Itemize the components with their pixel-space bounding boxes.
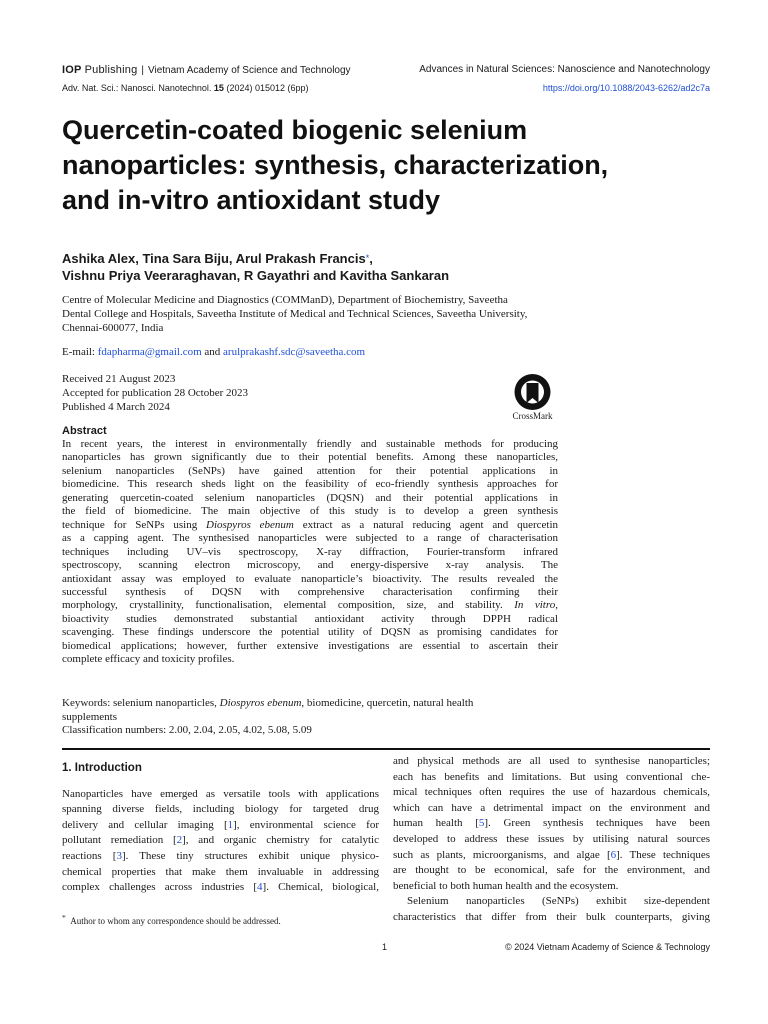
body-column-right: and physical methods are all used to synthesise nanoparticles; each has benefits and limitations. But using conventional che- mical techniques often requires the use of hazardous chemicals, which can have a detrimental impact on the environment and human health [5]. Green synthesis techniques have been developed to address these issues by utilising natural sources such as plants, microorganisms, and algae [6]. These techniques are thought to be economical, safe for the environment, and beneficial to both human health and the ecosystem. Selenium nanoparticles (SeNPs) exhibit size-dependent characteristics that differ from their bulk counterparts, giving: [393, 755, 710, 923]
journal-name: Advances in Natural Sciences: Nanoscience and Nanotechnology: [419, 64, 710, 75]
received-date: Received 21 August 2023: [62, 373, 176, 385]
copyright: © 2024 Vietnam Academy of Science & Technology: [505, 942, 710, 952]
crossmark-label: CrossMark: [512, 411, 553, 421]
crossmark-icon: [505, 373, 560, 411]
title-line: and in-vitro antioxidant study: [62, 185, 441, 215]
iop-publishing-logo: IOP Publishing: [62, 64, 138, 76]
doi-link[interactable]: https://doi.org/10.1088/2043-6262/ad2c7a: [542, 83, 710, 93]
section-divider: [62, 748, 710, 750]
citation-ref[interactable]: 2: [176, 834, 183, 847]
body-column-left: 1. Introduction Nanoparticles have emerged as versatile tools with applications spanning diverse fields, including biology for targeted drug delivery and cellular imaging [1], environmental science for pollutant remediation [2], and organic chemistry for catalytic reactions [3]. These tiny structures exhibit unique physico- chemical properties that make them invaluable in addressing complex challenges across industries [4]. Chemical, biological,: [62, 762, 379, 894]
paper-title: [62, 113, 712, 218]
email-link[interactable]: fdapharma@gmail.com: [97, 346, 202, 358]
citation-ref[interactable]: 4: [257, 881, 263, 894]
citation-ref[interactable]: 1: [227, 818, 234, 831]
author-line: Vishnu Priya Veeraraghavan, R Gayathri and Kavitha Sankaran: [62, 268, 450, 283]
title-line: Quercetin-coated biogenic selenium: [62, 115, 528, 145]
page-number: 1: [382, 942, 388, 952]
abstract-heading: Abstract: [62, 425, 107, 437]
crossmark-badge[interactable]: [505, 373, 560, 425]
journal-header: [62, 64, 710, 78]
footnote-mark: *: [62, 913, 66, 922]
author-list: [62, 250, 712, 284]
citation-ref[interactable]: 3: [116, 849, 122, 862]
header-separator: |: [141, 65, 144, 76]
citation: Adv. Nat. Sci.: Nanosci. Nanotechnol. 15 (2024) 015012 (6pp): [62, 83, 309, 93]
email-link[interactable]: arulprakashf.sdc@saveetha.com: [223, 346, 366, 358]
affiliation: Centre of Molecular Medicine and Diagnostics (COMManD), Department of Biochemistry, Saveetha Dental College and Hospitals, Saveetha Institute of Medical and Technical Sciences, Saveetha University, Chennai-600077, India: [62, 294, 528, 334]
title-line: nanoparticles: synthesis, characterization,: [62, 150, 609, 180]
footnote: * Author to whom any correspondence should be addressed.: [62, 913, 281, 926]
publication-dates: [62, 372, 248, 414]
page-footer: [62, 942, 710, 956]
author-line: Ashika Alex, Tina Sara Biju, Arul Prakash Francis*,: [62, 251, 373, 266]
section-heading-introduction: 1. Introduction: [62, 762, 142, 774]
organization-name: Vietnam Academy of Science and Technology: [148, 65, 351, 76]
citation-bar: [62, 83, 710, 97]
abstract-body: In recent years, the interest in environmentally friendly and sustainable methods for producing nanoparticles has grown significantly due to their potential benefits. Among these nanoparticles, selenium nanoparticles (SeNPs) have gained attention for their potential applications in biomedicine. This research sheds light on the feasibility of eco-friendly synthesis approaches for generating quercetin-coated selenium nanoparticles (DQSN) and their potential applications in the field of biomedicine. The main objective of this study is to develop a green synthesis technique for SeNPs using Diospyros ebenum extract as a natural reducing agent and quercetin as a capping agent. The synthesised nanoparticles were subjected to a range of characterisation techniques including UV–vis spectroscopy, X-ray diffraction, Fourier-transform infrared spectroscopy, scanning electron microscopy, and energy-dispersive x-ray analysis. The antioxidant assay was employed to evaluate nanoparticle’s bioactivity. The results revealed the successful synthesis of DQSN with comprehensive characterisation confirming their morphology, crystallinity, functionalisation, elemental composition, size, and stability. In vitro, bioactivity studies demonstrated substantial antioxidant activity through DPPH radical scavenging. These findings underscore the potential utility of DQSN as promising candidates for biomedical applications; however, further extensive investigations are essential to ascertain their complete efficacy and toxicity profiles.: [62, 438, 559, 666]
citation-ref[interactable]: 5: [478, 817, 485, 830]
keywords: Keywords: selenium nanoparticles, Diospyros ebenum, biomedicine, quercetin, natural health supplements Classification numbers: 2.00, 2.04, 2.05, 4.02, 5.08, 5.09: [62, 697, 562, 738]
accepted-date: Accepted for publication 28 October 2023: [62, 387, 249, 399]
citation-ref[interactable]: 6: [610, 848, 617, 861]
published-date: Published 4 March 2024: [62, 401, 170, 413]
email-line: E-mail: fdapharma@gmail.com and arulprakashf.sdc@saveetha.com: [62, 346, 366, 358]
publisher-line: [62, 64, 351, 76]
corresponding-author-mark[interactable]: *: [365, 253, 370, 263]
classification-numbers: Classification numbers: 2.00, 2.04, 2.05, 4.02, 5.08, 5.09: [62, 724, 312, 736]
